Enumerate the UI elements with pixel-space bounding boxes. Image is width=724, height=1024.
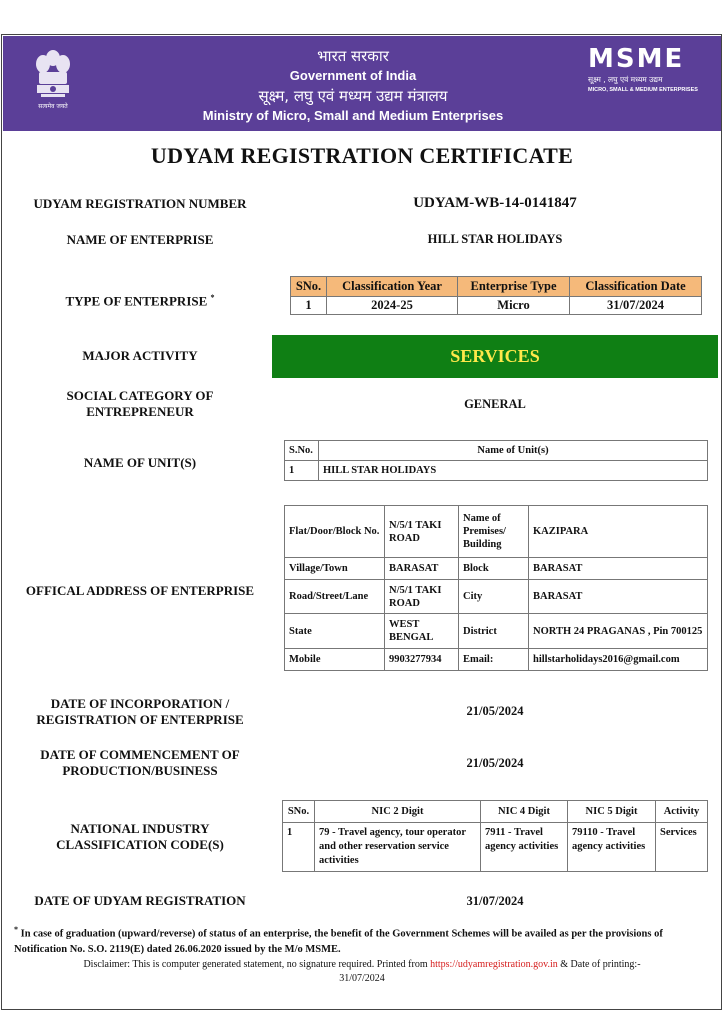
address-district-label: District — [459, 614, 529, 649]
table-row — [291, 297, 702, 315]
address-mobile-label: Mobile — [285, 649, 385, 671]
address-premises-label: Name of Premises/ Building — [459, 506, 529, 558]
disclaimer-text: Disclaimer: This is computer generated statement, no signature required. Printed from — [83, 959, 428, 970]
print-date: 31/07/2024 — [339, 973, 385, 984]
emblem-caption: सत्यमेव जयते — [38, 103, 68, 110]
nic-header-4digit: NIC 4 Digit — [481, 801, 568, 823]
address-village-value: BARASAT — [385, 558, 459, 580]
nic-header-sno: SNo. — [283, 801, 315, 823]
incorporation-label-line2: REGISTRATION OF ENTERPRISE — [36, 712, 244, 727]
nic-header-activity: Activity — [656, 801, 708, 823]
enterprise-type-label-text: TYPE OF ENTERPRISE — [65, 293, 208, 309]
nic-label — [10, 821, 270, 853]
major-activity-label: MAJOR ACTIVITY — [82, 348, 198, 363]
class-header-year: Classification Year — [327, 277, 458, 297]
nic-cell-sno: 1 — [283, 823, 315, 872]
units-cell-name: HILL STAR HOLIDAYS — [319, 461, 708, 481]
footnote-asterisk: * — [14, 925, 18, 934]
social-category-label-line1: SOCIAL CATEGORY OF — [66, 388, 214, 403]
class-cell-year: 2024-25 — [327, 297, 458, 315]
banner-hindi-line1: भारत सरकार — [317, 47, 389, 65]
social-category-label-line2: ENTREPRENEUR — [86, 404, 194, 419]
address-road-value: N/5/1 TAKI ROAD — [385, 580, 459, 614]
reg-number-value: UDYAM-WB-14-0141847 — [413, 195, 577, 211]
incorporation-label — [10, 696, 270, 728]
incorporation-date: 21/05/2024 — [466, 704, 524, 718]
address-block-value: BARASAT — [529, 558, 708, 580]
disclaimer — [14, 958, 710, 986]
social-category-label — [10, 388, 270, 420]
table-row — [283, 823, 708, 872]
address-email-value: hillstarholidays2016@gmail.com — [529, 649, 708, 671]
address-label: OFFICAL ADDRESS OF ENTERPRISE — [25, 583, 255, 598]
certificate-title: UDYAM REGISTRATION CERTIFICATE — [150, 143, 574, 168]
units-table — [284, 440, 708, 481]
class-cell-type: Micro — [458, 297, 570, 315]
class-header-type: Enterprise Type — [458, 277, 570, 297]
national-emblem-icon — [33, 48, 73, 118]
address-city-value: BARASAT — [529, 580, 708, 614]
enterprise-type-asterisk: * — [210, 293, 215, 302]
units-cell-sno: 1 — [285, 461, 319, 481]
msme-logo — [588, 46, 706, 93]
major-activity-value: SERVICES — [272, 335, 718, 378]
address-state-label: State — [285, 614, 385, 649]
address-block-label: Block — [459, 558, 529, 580]
nic-label-line2: CLASSIFICATION CODE(S) — [56, 837, 224, 852]
enterprise-name-label: NAME OF ENTERPRISE — [66, 232, 214, 247]
government-banner — [3, 36, 721, 131]
social-category-value: GENERAL — [464, 397, 526, 411]
msme-logo-english: MICRO, SMALL & MEDIUM ENTERPRISES — [588, 87, 698, 93]
nic-cell-activity: Services — [656, 823, 708, 872]
address-city-label: City — [459, 580, 529, 614]
commencement-date: 21/05/2024 — [466, 756, 524, 770]
address-flat-label: Flat/Door/Block No. — [285, 506, 385, 558]
commencement-label — [10, 747, 270, 779]
nic-label-line1: NATIONAL INDUSTRY — [70, 821, 210, 836]
reg-number-label: UDYAM REGISTRATION NUMBER — [33, 196, 247, 211]
commencement-label-line2: PRODUCTION/BUSINESS — [62, 763, 218, 778]
footnote-text: In case of graduation (upward/reverse) of status of an enterprise, the benefit of the Government Schemes will be availed as per the provisions of Notification No. S.O. 2119(E) dated 26.06.2020 issued by the M/o MSME. — [14, 928, 663, 955]
banner-english-line2: Ministry of Micro, Small and Medium Enterprises — [202, 108, 504, 123]
address-flat-value: N/5/1 TAKI ROAD — [385, 506, 459, 558]
address-table — [284, 505, 708, 671]
class-cell-date: 31/07/2024 — [570, 297, 702, 315]
table-row — [285, 461, 708, 481]
address-district-value: NORTH 24 PRAGANAS , Pin 700125 — [529, 614, 708, 649]
footnote — [14, 922, 714, 957]
address-email-label: Email: — [459, 649, 529, 671]
nic-cell-2digit: 79 - Travel agency, tour operator and other reservation service activities — [315, 823, 481, 872]
enterprise-type-label — [10, 290, 270, 309]
classification-table — [290, 276, 702, 315]
banner-english-line1: Government of India — [289, 68, 417, 83]
banner-hindi-line2: सूक्ष्म, लघु एवं मध्यम उद्यम मंत्रालय — [258, 87, 448, 105]
nic-header-5digit: NIC 5 Digit — [568, 801, 656, 823]
units-header-name: Name of Unit(s) — [319, 441, 708, 461]
address-mobile-value: 9903277934 — [385, 649, 459, 671]
msme-logo-word: MSME — [588, 44, 685, 74]
class-cell-sno: 1 — [291, 297, 327, 315]
units-label: NAME OF UNIT(S) — [83, 455, 197, 470]
nic-table — [282, 800, 708, 872]
units-header-sno: S.No. — [285, 441, 319, 461]
class-header-date: Classification Date — [570, 277, 702, 297]
enterprise-name-value: HILL STAR HOLIDAYS — [427, 232, 563, 246]
class-header-sno: SNo. — [291, 277, 327, 297]
udyam-date-label: DATE OF UDYAM REGISTRATION — [34, 893, 246, 908]
nic-cell-5digit: 79110 - Travel agency activities — [568, 823, 656, 872]
address-village-label: Village/Town — [285, 558, 385, 580]
nic-header-2digit: NIC 2 Digit — [315, 801, 481, 823]
msme-logo-hindi: सूक्ष्म , लघु एवं मध्यम उद्यम — [588, 75, 663, 84]
disclaimer-print-text: & Date of printing:- — [560, 959, 641, 970]
udyam-portal-link[interactable]: https://udyamregistration.gov.in — [430, 959, 558, 970]
address-premises-value: KAZIPARA — [529, 506, 708, 558]
udyam-date-value: 31/07/2024 — [466, 894, 524, 908]
address-road-label: Road/Street/Lane — [285, 580, 385, 614]
incorporation-label-line1: DATE OF INCORPORATION / — [50, 696, 230, 711]
address-state-value: WEST BENGAL — [385, 614, 459, 649]
nic-cell-4digit: 7911 - Travel agency activities — [481, 823, 568, 872]
commencement-label-line1: DATE OF COMMENCEMENT OF — [40, 747, 240, 762]
